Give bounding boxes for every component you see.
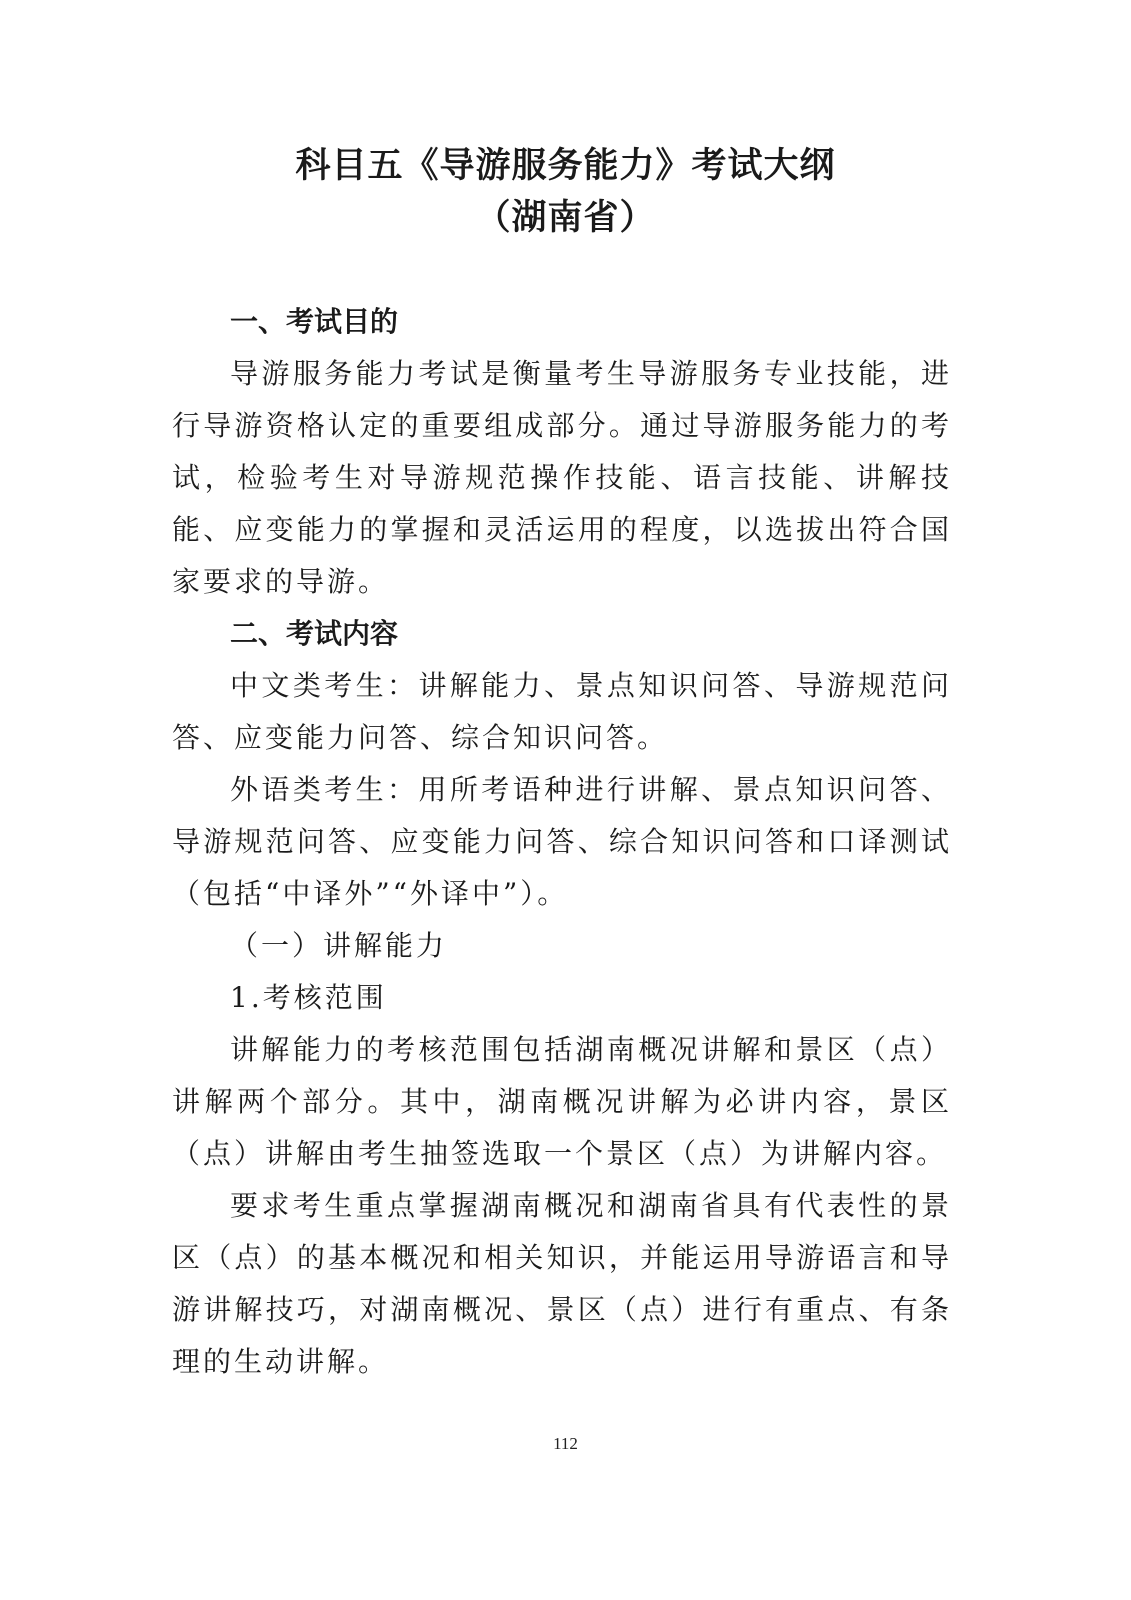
paragraph-chinese-candidates: 中文类考生：讲解能力、景点知识问答、导游规范问答、应变能力问答、综合知识问答。: [172, 669, 952, 754]
subsection-heading-explanation: （一）讲解能力: [230, 929, 448, 962]
page-number: 112: [553, 1434, 578, 1453]
document-body: [172, 296, 952, 1388]
section-heading-content: 二、考试内容: [230, 617, 399, 650]
document-subtitle: （湖南省）: [475, 198, 656, 238]
paragraph-scope: 讲解能力的考核范围包括湖南概况讲解和景区（点）讲解两个部分。其中，湖南概况讲解为必讲内容，景区（点）讲解由考生抽签选取一个景区（点）为讲解内容。: [172, 1033, 952, 1170]
item-heading-scope: 1.考核范围: [230, 981, 387, 1014]
document-title: 科目五《导游服务能力》考试大纲: [295, 146, 836, 186]
paragraph-requirements: 要求考生重点掌握湖南概况和湖南省具有代表性的景区（点）的基本概况和相关知识，并能运用导游语言和导游讲解技巧，对湖南概况、景区（点）进行有重点、有条理的生动讲解。: [172, 1189, 952, 1378]
section-heading-purpose: 一、考试目的: [230, 305, 399, 338]
paragraph-foreign-candidates: 外语类考生：用所考语种进行讲解、景点知识问答、导游规范问答、应变能力问答、综合知识问答和口译测试（包括“中译外”“外译中”）。: [172, 773, 952, 910]
paragraph-purpose: 导游服务能力考试是衡量考生导游服务专业技能，进行导游资格认定的重要组成部分。通过导游服务能力的考试，检验考生对导游规范操作技能、语言技能、讲解技能、应变能力的掌握和灵活运用的程度，以选拔出符合国家要求的导游。: [172, 357, 952, 598]
